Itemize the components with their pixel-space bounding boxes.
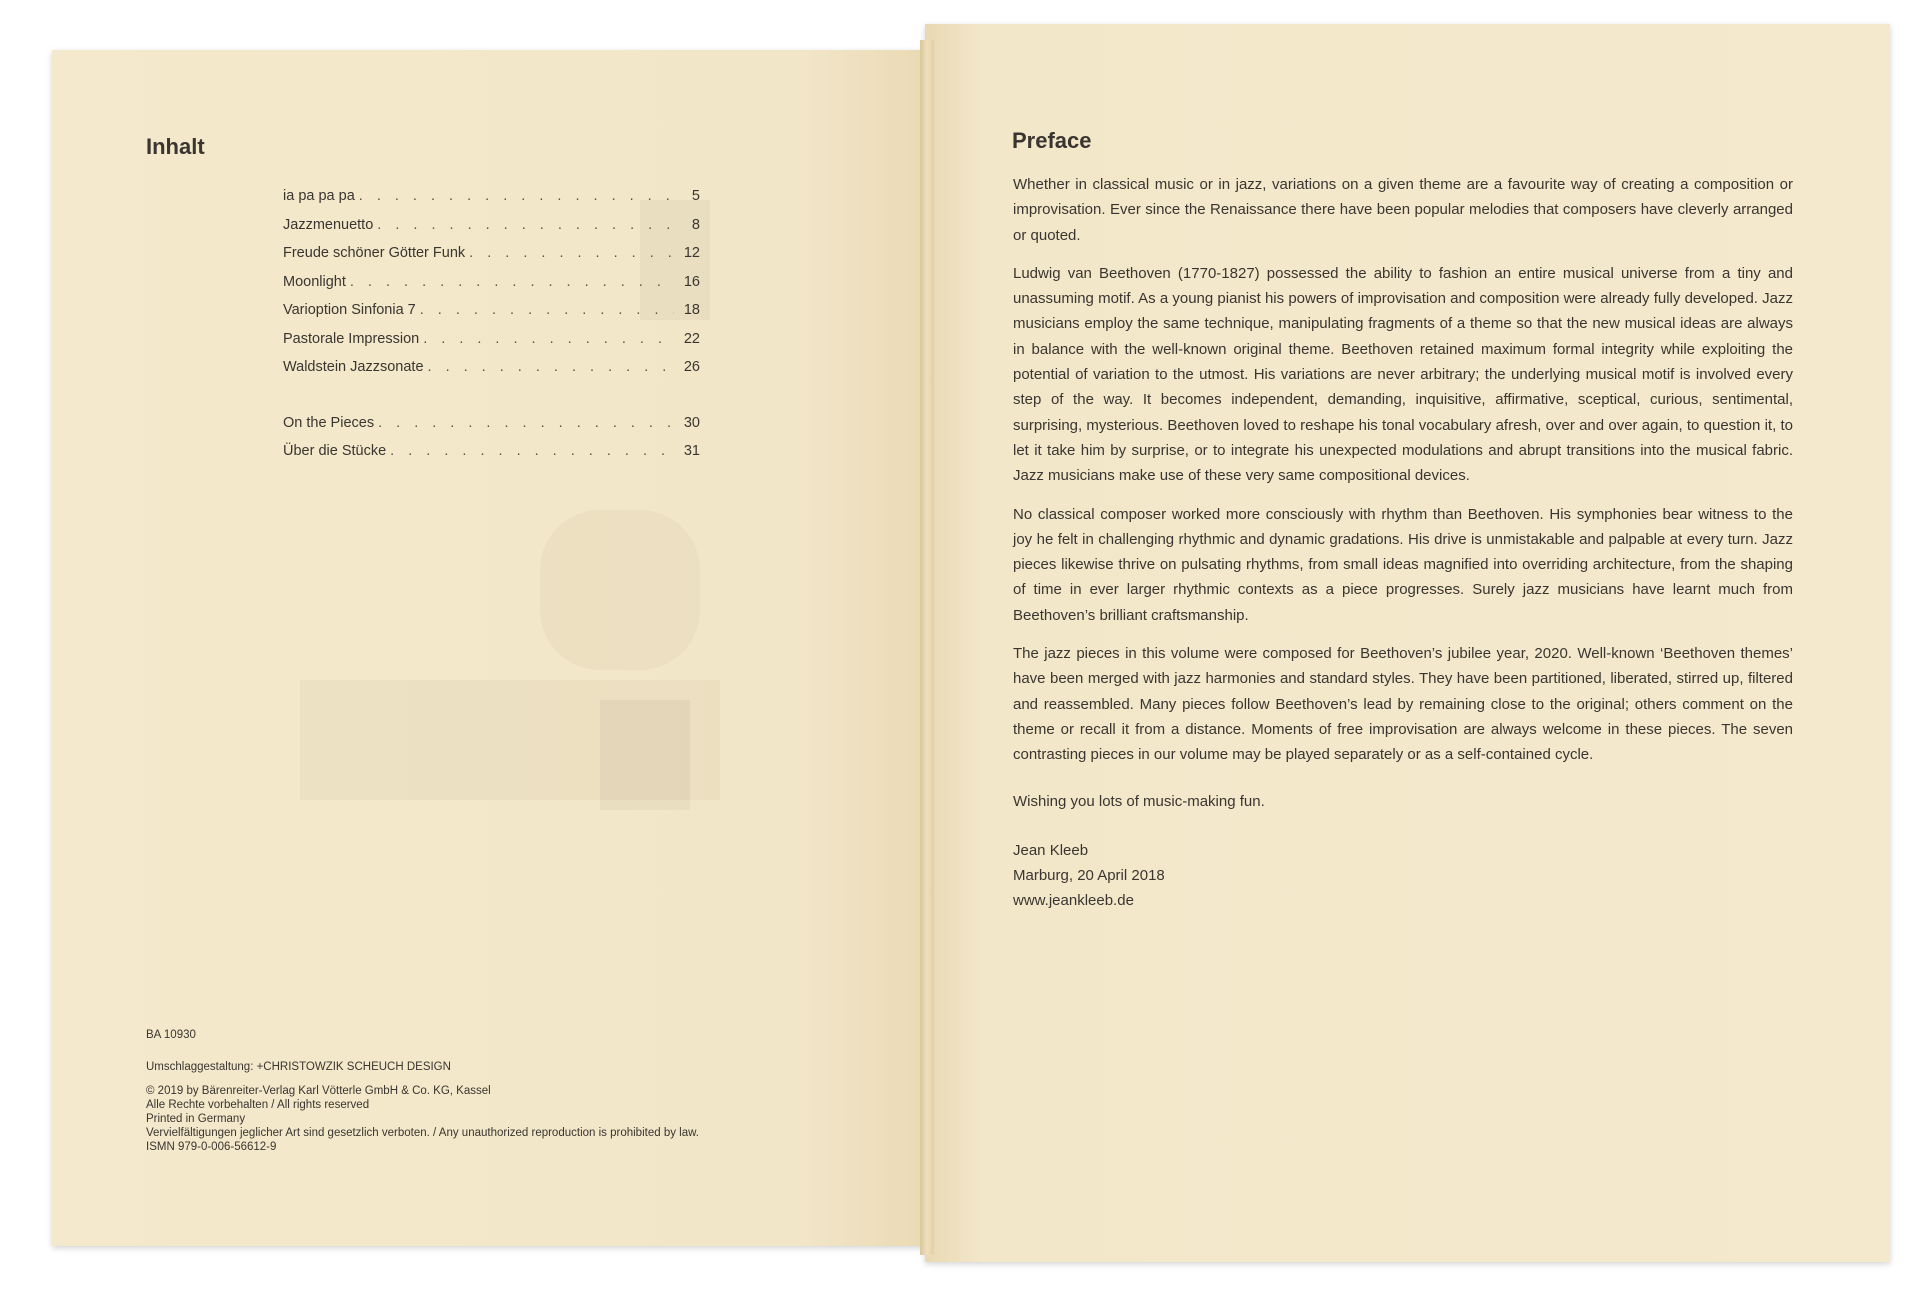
toc-item-title: Freude schöner Götter Funk (283, 245, 466, 261)
toc-item-page: 18 (683, 302, 700, 318)
toc-item-title: Waldstein Jazzsonate (283, 359, 424, 375)
rights-line: Alle Rechte vorbehalten / All rights reserved (146, 1099, 370, 1111)
book-spine (920, 40, 934, 1255)
preface-paragraph: Ludwig van Beethoven (1770-1827) possessed the ability to fashion an entire musical universe from a tiny and unassuming motif. As a young pianist his powers of improvisation and composition were already fully developed. Jazz musicians employ the same technique, manipulating fragments of a theme so that the new musical ideas are always in balance with the well-known original theme. Beethoven retained maximum formal integrity while exploiting the potential of variation to the utmost. His variations are never arbitrary; the underlying musical motif is involved every step of the way. It becomes independent, demanding, inquisitive, affirmative, sceptical, curious, sentimental, surprising, mysterious. Beethoven loved to reshape his tonal vocabulary afresh, over and over again, to question it, to let it take him by surprise, or to integrate his unexpected modulations and abrupt transitions into the musical fabric. Jazz musicians make use of these very same compositional devices. (1013, 264, 1793, 485)
toc-item-page: 30 (683, 414, 700, 431)
toc-item-title: Moonlight (283, 273, 346, 290)
toc-item-page: 12 (683, 245, 700, 261)
toc-leader-dots (423, 331, 674, 347)
toc-item-title: Jazzmenuetto (283, 216, 374, 233)
toc-item[interactable] (283, 415, 700, 444)
toc-leader-dots (378, 415, 674, 431)
catalog-number: BA 10930 (146, 1029, 196, 1041)
toc-item[interactable] (283, 274, 700, 303)
cover-design-credit: Umschlaggestaltung: +CHRISTOWZIK SCHEUCH DESIGN (146, 1061, 451, 1073)
toc-item[interactable] (283, 443, 700, 472)
toc-item-title: Pastorale Impression (283, 330, 420, 347)
toc-item[interactable] (283, 188, 700, 217)
prohibition-line: Vervielfältigungen jeglicher Art sind gesetzlich verboten. / Any unauthorized reproduction is prohibited by law. (146, 1127, 699, 1139)
toc-leader-dots (390, 443, 674, 459)
preface-paragraph: The jazz pieces in this volume were composed for Beethoven’s jubilee year, 2020. Well-known ‘Beethoven themes’ have been merged with jazz harmonies and standard styles. They have been partitioned, liberated, stirred up, filtered and reassembled. Many pieces follow Beethoven’s lead by remaining close to the original; others comment on the theme or recall it from a distance. Moments of free improvisation are always welcome in these pieces. The seven contrasting pieces in our volume may be played separately or as a self-contained cycle. (1013, 645, 1793, 764)
toc-item-page: 26 (683, 359, 700, 375)
toc-item[interactable] (283, 217, 700, 246)
preface-paragraph: Whether in classical music or in jazz, variations on a given theme are a favourite way of creating a composition or improvisation. Ever since the Renaissance there have been popular melodies that composers have cleverly arranged or quoted. (1013, 176, 1793, 244)
toc-item-page: 8 (691, 216, 700, 233)
toc-leader-dots (469, 245, 674, 261)
toc-item[interactable] (283, 331, 700, 360)
toc-leader-dots (359, 188, 674, 204)
toc-item[interactable] (283, 359, 700, 388)
signature-block (1013, 838, 1793, 914)
place-date: Marburg, 20 April 2018 (1013, 867, 1165, 885)
preface-body (1013, 172, 1793, 914)
toc-item-title: On the Pieces (283, 414, 375, 431)
toc-item-page: 22 (683, 330, 700, 347)
toc-item-title: Varioption Sinfonia 7 (283, 302, 416, 318)
toc-item-title: Über die Stücke (283, 443, 387, 459)
toc-leader-dots (350, 274, 674, 290)
toc-item[interactable] (283, 245, 700, 274)
imprint (146, 1028, 786, 1154)
toc-item-page: 31 (683, 443, 700, 459)
ismn-line: ISMN 979-0-006-56612-9 (146, 1141, 277, 1153)
toc-leader-dots (428, 359, 674, 375)
toc-title: Inhalt (146, 134, 205, 159)
preface-paragraph: No classical composer worked more consciously with rhythm than Beethoven. His symphonies bear witness to the joy he felt in challenging rhythmic and dynamic gradations. His drive is unmistakable and palpable at every turn. Jazz pieces likewise thrive on pulsating rhythms, from small ideas magnified into overriding architecture, from the shaping of time in ever larger rhythmic contexts as a piece progresses. Surely jazz musicians have learnt much from Beethoven’s brilliant craftsmanship. (1013, 505, 1793, 624)
toc-leader-dots (420, 302, 674, 318)
toc-item-title: ia pa pa pa (283, 188, 355, 204)
table-of-contents (283, 188, 700, 472)
preface-title: Preface (1012, 128, 1092, 153)
toc-item[interactable] (283, 302, 700, 331)
copyright-line: © 2019 by Bärenreiter-Verlag Karl Vötterle GmbH & Co. KG, Kassel (146, 1085, 491, 1097)
toc-leader-dots (377, 217, 674, 233)
toc-item-page: 16 (683, 273, 700, 290)
author-website[interactable]: www.jeankleeb.de (1013, 892, 1134, 910)
toc-gap (283, 388, 700, 415)
printed-line: Printed in Germany (146, 1113, 246, 1125)
author-name: Jean Kleeb (1013, 841, 1089, 859)
closing-line: Wishing you lots of music-making fun. (1013, 792, 1265, 810)
toc-item-page: 5 (691, 188, 700, 204)
